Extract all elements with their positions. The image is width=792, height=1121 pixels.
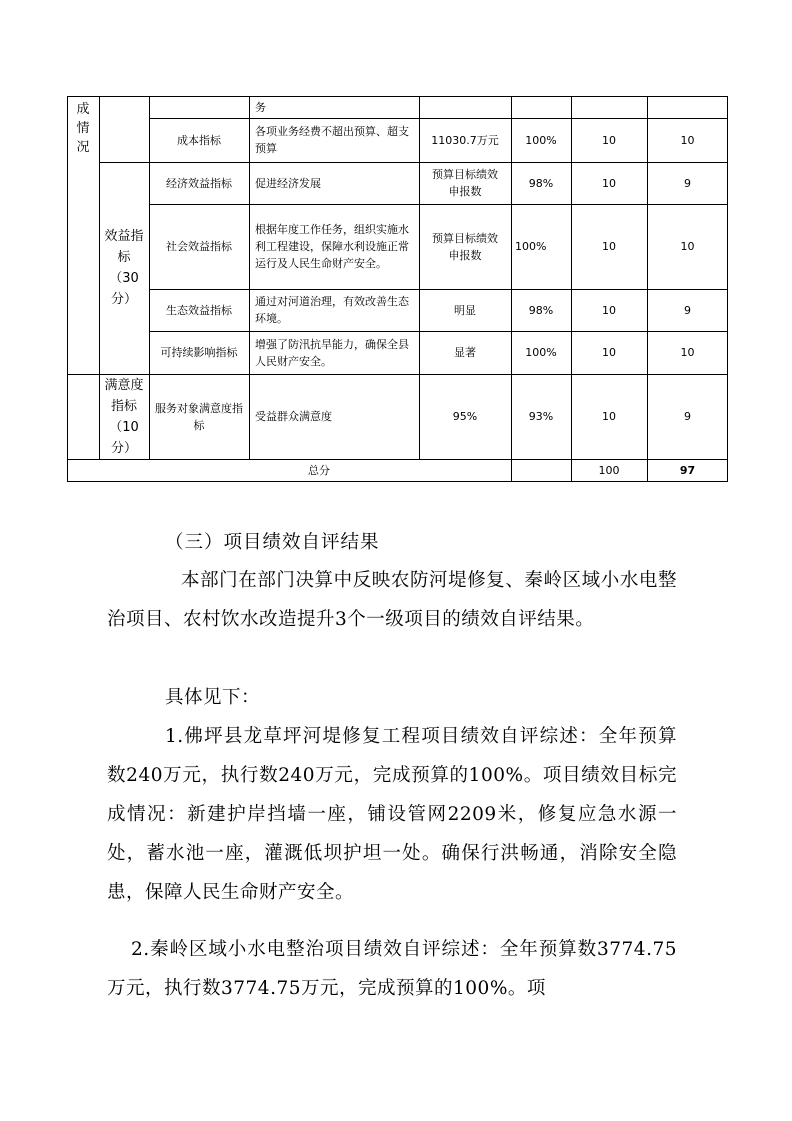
table-cell: 11030.7万元	[431, 133, 499, 147]
table-cell: 通过对河道治理，有效改善生态环境。	[255, 295, 409, 325]
table-cell: 10	[602, 346, 616, 359]
table-cell: 明显	[454, 303, 476, 317]
table-cell: 10	[680, 346, 695, 359]
table-cell: 增强了防汛抗旱能力，确保全县人民财产安全。	[255, 337, 409, 368]
table-cell: 10	[602, 303, 616, 317]
performance-table	[67, 96, 728, 482]
table-cell: 务	[255, 100, 266, 114]
table-cell: 根据年度工作任务，组织实施水利工程建设，保障水利设施正常运行及人民生命财产安全。	[255, 223, 409, 270]
table-cell: 促进经济发展	[255, 176, 321, 190]
column-header-left: 成 情 况	[76, 102, 90, 155]
table-cell: 服务对象满意度指标	[155, 401, 243, 432]
table-cell: 10	[602, 133, 616, 147]
table-cell: 9	[684, 303, 691, 317]
table-cell: 98%	[528, 303, 554, 317]
table-cell: 10	[680, 240, 695, 253]
table-cell: 10	[680, 133, 695, 147]
table-cell: 98%	[528, 176, 554, 190]
satisfaction-group-label: 满意度指标（10分）	[104, 377, 144, 456]
table-cell: 93%	[528, 410, 554, 423]
table-cell: 成本指标	[177, 133, 221, 147]
table-cell: 9	[684, 176, 691, 190]
table-cell: 100%	[525, 133, 557, 147]
section-heading: （三）项目绩效自评结果	[165, 532, 380, 553]
table-cell: 10	[602, 240, 616, 253]
table-cell: 9	[684, 410, 691, 423]
benefit-group-label: 效益指标（30分）	[104, 229, 144, 307]
paragraph-item-1: 1.佛坪县龙草坪河堤修复工程项目绩效自评综述：全年预算数240万元，执行数240万元，完成预算的100%。项目绩效目标完成情况：新建护岸挡墙一座，铺设管网2209米，修复应急水源一处，蓄水池一座，灌溉低坝护坦一处。确保行洪畅通，消除安全隐患，保障人民生命财产安全。	[107, 726, 677, 903]
table-cell: 社会效益指标	[166, 240, 232, 253]
table-cell: 100%	[515, 240, 547, 253]
paragraph-details: 具体见下：	[165, 687, 261, 708]
paragraph-item-2: 2.秦岭区域小水电整治项目绩效自评综述：全年预算数3774.75万元，执行数3774.75万元，完成预算的100%。项	[107, 939, 677, 999]
table-cell: 10	[602, 410, 616, 423]
table-cell: 10	[602, 176, 616, 190]
table-cell: 95%	[452, 410, 478, 423]
total-target: 100	[598, 464, 620, 477]
table-cell: 预算目标绩效申报数	[432, 231, 498, 262]
table-cell: 显著	[454, 346, 476, 359]
table-cell: 生态效益指标	[166, 303, 232, 317]
paragraph-intro: 本部门在部门决算中反映农防河堤修复、秦岭区域小水电整治项目、农村饮水改造提升3个一级项目的绩效自评结果。	[107, 570, 677, 630]
table-cell: 100%	[525, 346, 557, 359]
table-cell: 可持续影响指标	[160, 346, 238, 359]
table-cell: 预算目标绩效申报数	[432, 168, 498, 198]
table-cell: 受益群众满意度	[255, 410, 332, 423]
total-label: 总分	[308, 464, 330, 477]
table-cell: 经济效益指标	[166, 176, 232, 190]
total-score: 97	[679, 464, 696, 477]
table-cell: 各项业务经费不超出预算、超支预算	[255, 125, 409, 155]
